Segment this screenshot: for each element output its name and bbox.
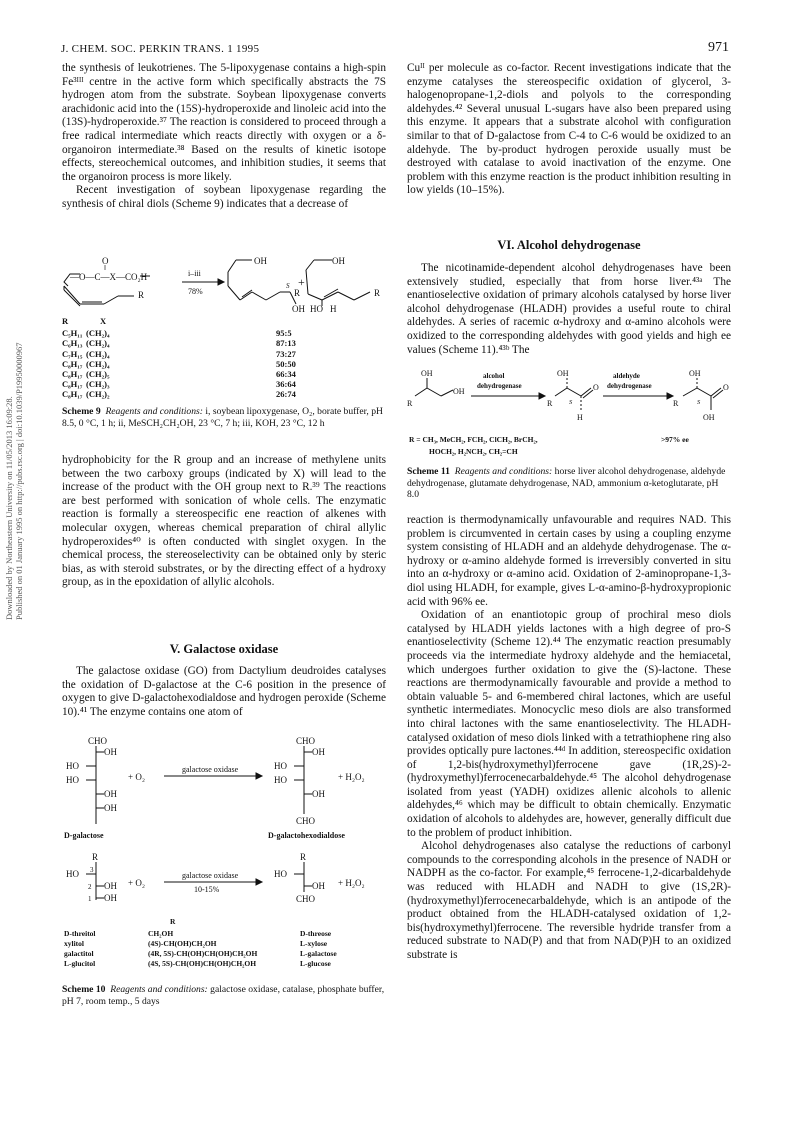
svg-text:CHO: CHO xyxy=(296,816,316,826)
svg-text:CHO: CHO xyxy=(88,736,108,746)
svg-text:S: S xyxy=(697,399,701,406)
caption-label: Scheme 11 xyxy=(407,466,450,477)
right-column-top xyxy=(407,62,731,198)
svg-text:dehydrogenase: dehydrogenase xyxy=(477,382,522,390)
table-row: C₈H₁₇ (CH₂)₃ 36:64 xyxy=(62,379,296,390)
page-number: 971 xyxy=(708,40,729,55)
svg-text:D-threitol: D-threitol xyxy=(64,929,96,938)
caption-text: horse liver alcohol dehydrogenase, aldehyde dehydrogenase, glutamate dehydrogenase, NAD, ammonium α-ketoglutarate, pH 8.0 xyxy=(407,466,726,500)
svg-text:+ H₂O₂: + H₂O₂ xyxy=(338,878,365,888)
svg-text:R: R xyxy=(138,290,145,300)
svg-text:OH: OH xyxy=(312,789,325,799)
svg-text:R: R xyxy=(673,399,679,408)
scheme10-reagent-2: galactose oxidase xyxy=(182,871,239,880)
svg-text:OH: OH xyxy=(312,881,325,891)
paragraph: Cuᴵᴵ per molecule as co-factor. Recent investigations indicate that the enzyme catalyses the stereospecific oxidation of glycerol, 3-halogenopropane-1,2-diols and polyols to the corresponding aldehydes.⁴² Several unusual L-sugars have also been prepared using this enzyme. It appears that a substrate alcohol with configuration similar to that of D-galactose from C-4 to C-6 would be oxidized to an aldehyde. The by-product hydrogen peroxide usually must be destroyed with catalase to avoid inactivation of the enzyme. One problem with this enzyme reaction is the product inhibition resulting in low yields (10–15%). xyxy=(407,62,731,197)
left-column-galactose xyxy=(62,665,386,719)
svg-text:‖: ‖ xyxy=(104,264,106,272)
paragraph: the synthesis of leukotrienes. The 5-lipoxygenase contains a high-spin Fe³ᴵᴵᴵ centre in the active form which specifically abstracts the 7S hydrogen atom from the substrate. Soybean lipoxygenase converts arachidonic acid into the (15S)-hydroperoxide and linoleic acid into the (13S)-hydroperoxide.³⁷ The reaction is considered to proceed through a free radical intermediate which reacts directly with oxygen or a δ-organoiron intermediate.³⁸ Based on the results of kinetic isotope effects, stereochemical outcomes, and inhibition studies, it seems that the organoiron process is more likely. xyxy=(62,62,386,183)
svg-text:HO: HO xyxy=(274,761,287,771)
svg-text:OH: OH xyxy=(703,413,715,422)
svg-text:HO: HO xyxy=(274,775,287,785)
svg-text:L-xylose: L-xylose xyxy=(300,939,328,948)
svg-text:R: R xyxy=(300,852,307,862)
svg-text:HO: HO xyxy=(66,761,79,771)
scheme10-diagram xyxy=(62,732,386,976)
scheme10-reagent: galactose oxidase xyxy=(182,765,239,774)
scheme9-table xyxy=(62,316,296,400)
scheme10-product-name: D-galactohexodialdose xyxy=(268,831,345,840)
scheme11-diagram xyxy=(407,366,731,456)
left-column-top xyxy=(62,62,386,212)
svg-text:O: O xyxy=(102,256,109,266)
running-head: J. CHEM. SOC. PERKIN TRANS. 1 1995 xyxy=(61,43,260,55)
svg-text:OH: OH xyxy=(312,747,325,757)
scheme11-caption xyxy=(407,466,731,501)
svg-text:H: H xyxy=(577,413,583,422)
svg-text:H: H xyxy=(330,304,337,312)
svg-text:HO: HO xyxy=(66,869,79,879)
svg-text:OH: OH xyxy=(292,304,305,312)
svg-text:OH: OH xyxy=(453,387,465,396)
scheme10-caption xyxy=(62,984,386,1007)
caption-italic: Reagents and conditions: xyxy=(110,984,208,995)
scheme9-diagram xyxy=(60,256,390,312)
svg-text:+: + xyxy=(298,275,305,289)
svg-text:OH: OH xyxy=(104,747,117,757)
svg-text:CHO: CHO xyxy=(296,736,316,746)
svg-text:OH: OH xyxy=(557,369,569,378)
svg-text:(4R, 5S)-CH(OH)CH(OH)CH₂OH: (4R, 5S)-CH(OH)CH(OH)CH₂OH xyxy=(148,949,258,958)
svg-text:D-threose: D-threose xyxy=(300,929,332,938)
svg-text:S: S xyxy=(286,282,290,290)
paragraph: Oxidation of an enantiotopic group of prochiral meso diols catalysed by HLADH yields lactones with a high degree of pro-S enantioselectivity (Scheme 12).⁴⁴ The enzymatic reaction presumably proceeds via the intermediate hydroxy aldehyde and the hemiacetal, which undergoes further oxidation to give the (S)-lactone. These reactions are thermodynamically favourable and provide a method to obtain valuable 5- and 6-membered chiral lactones, which are useful synthetic intermediates. Monocyclic meso diols are also transformed into chiral lactones with the same enantioselectivity. The HLADH-catalysed oxidation of meso diols linked with a tetrathiophene ring also provides optically pure lactones.⁴⁴ᵈ In addition, stereospecific oxidation of 1,2-bis(hydroxymethyl)ferrocene gave (1R,2S)-2-(hydroxymethyl)ferrocenecarbaldehyde.⁴⁵ The alcohol dehydrogenase isolated from yeast (YADH) oxidizes allenic alcohols to allenic aldehydes,⁴⁶ which may be difficult to obtain chemically. Enzymatic oxidation of alcohols to aldehydes are, however, generally difficult due to the problem of product inhibition. xyxy=(407,609,731,839)
svg-text:HO: HO xyxy=(66,775,79,785)
svg-text:(4S, 5S)-CH(OH)CH(OH)CH₂OH: (4S, 5S)-CH(OH)CH(OH)CH₂OH xyxy=(148,959,257,968)
svg-text:L-galactose: L-galactose xyxy=(300,949,337,958)
svg-text:—O—C—X—CO₂H: —O—C—X—CO₂H xyxy=(70,272,148,282)
svg-text:R: R xyxy=(92,852,99,862)
svg-text:CH₂OH: CH₂OH xyxy=(148,929,174,938)
table-row: C₅H₁₁ (CH₂)₄ 95:5 xyxy=(62,328,292,339)
svg-text:OH: OH xyxy=(421,369,433,378)
svg-text:S: S xyxy=(569,399,573,406)
svg-text:O: O xyxy=(593,383,599,392)
caption-label: Scheme 9 xyxy=(62,406,101,417)
paragraph: The nicotinamide-dependent alcohol dehydrogenases have been extensively studied, especially that from horse liver.⁴³ᵃ The enantioselective oxidation of primary alcohols catalysed by horse liver alcohol dehydrogenase (HLADH) provides a useful route to chiral aldehydes. A series of racemic α-hydroxy and α-amino alcohols were oxidized to the corresponding aldehydes with good yields and high ee values (Scheme 11).⁴³ᵇ The xyxy=(407,262,731,356)
scheme9-yield: 78% xyxy=(188,287,203,296)
scheme11-enzyme2: aldehyde xyxy=(613,372,640,380)
svg-text:(4S)-CH(OH)CH₂OH: (4S)-CH(OH)CH₂OH xyxy=(148,939,217,948)
caption-text: i, soybean lipoxygenase, O₂, borate buffer, pH 8.5, 0 °C, 1 h; ii, MeSCH₂CH₂OH, 23 °C, 7 h; iii, KOH, 23 °C, 12 h xyxy=(62,406,383,429)
caption-label: Scheme 10 xyxy=(62,984,106,995)
svg-text:HOCH₂, H₂NCH₂, CH₂=CH: HOCH₂, H₂NCH₂, CH₂=CH xyxy=(429,447,518,456)
svg-text:dehydrogenase: dehydrogenase xyxy=(607,382,652,390)
svg-text:OH: OH xyxy=(104,881,117,891)
svg-text:R: R xyxy=(294,288,301,298)
scheme10-r-header: R xyxy=(170,917,176,926)
scheme9-reagent: i–iii xyxy=(188,269,201,278)
svg-text:HO: HO xyxy=(310,304,323,312)
watermark-published-line: Published on 01 January 1995 on http://pubs.rsc.org | doi:10.1039/P19950000967 xyxy=(14,342,24,620)
svg-text:R: R xyxy=(407,399,413,408)
section-heading-adh: VI. Alcohol dehydrogenase xyxy=(497,238,641,252)
scheme9-caption xyxy=(62,406,386,429)
svg-text:OH: OH xyxy=(332,256,345,266)
caption-italic: Reagents and conditions: xyxy=(105,406,203,417)
svg-text:R: R xyxy=(547,399,553,408)
svg-text:OH: OH xyxy=(104,789,117,799)
left-column-middle xyxy=(62,454,386,590)
scheme10-yield: 10-15% xyxy=(194,885,220,894)
svg-text:1: 1 xyxy=(88,895,92,903)
svg-text:OH: OH xyxy=(104,803,117,813)
caption-text: galactose oxidase, catalase, phosphate buffer, pH 7, room temp., 5 days xyxy=(62,984,385,1007)
right-column-bottom xyxy=(407,514,731,963)
svg-text:HO: HO xyxy=(274,869,287,879)
section-heading-galactose: V. Galactose oxidase xyxy=(169,642,279,656)
svg-text:OH: OH xyxy=(104,893,117,903)
svg-text:xylitol: xylitol xyxy=(64,939,84,948)
paragraph: Alcohol dehydrogenases also catalyse the reductions of carbonyl compounds to the corresponding alcohols in the presence of NADH or NADPH as the co-factor. For example,⁴⁵ ferrocene-1,2-dicarbaldehyde was reduced with HLADH and NADH to give (1S,2R)-(hydroxymethyl)ferrocenecarbaldehyde, which is an antipode of the product obtained from the HLADH-catalysed oxidation of 1,2-bis(hydroxymethyl)ferrocene. The reversible hydride transfer from a reduced substrate to NAD(P) and that from NAD(P)H to an oxidized substrate is xyxy=(407,840,731,961)
svg-text:OH: OH xyxy=(254,256,267,266)
table-row: C₇H₁₅ (CH₂)₄ 73:27 xyxy=(62,348,296,359)
scheme11-r-list: R = CH₃, MeCH₂, FCH₂, ClCH₂, BrCH₂, xyxy=(409,435,538,444)
table-header-x: X xyxy=(100,316,107,326)
scheme10-o2: + O₂ xyxy=(128,772,145,782)
scheme10-substrate-name: D-galactose xyxy=(64,831,104,840)
scheme11-ee: >97% ee xyxy=(661,435,689,444)
svg-text:O: O xyxy=(723,383,729,392)
svg-text:2: 2 xyxy=(88,883,92,891)
svg-text:L-glucitol: L-glucitol xyxy=(64,959,96,968)
svg-text:galactitol: galactitol xyxy=(64,949,94,958)
svg-text:L-glucose: L-glucose xyxy=(300,959,331,968)
caption-italic: Reagents and conditions: xyxy=(454,466,553,477)
svg-text:OH: OH xyxy=(689,369,701,378)
table-row: C₆H₁₃ (CH₂)₄ 87:13 xyxy=(62,338,296,349)
scheme11-enzyme1: alcohol xyxy=(483,372,505,380)
svg-text:R: R xyxy=(374,288,381,298)
table-row: C₈H₁₇ (CH₂)₄ 50:50 xyxy=(62,358,296,369)
table-header-r: R xyxy=(62,316,69,326)
paragraph: The galactose oxidase (GO) from Dactylium deudroides catalyses the oxidation of D-galactose at the C-6 position in the presence of oxygen to give D-galactohexodialdose and hydrogen peroxide (Scheme 10).⁴¹ The enzyme contains one atom of xyxy=(62,665,386,718)
paragraph: hydrophobicity for the R group and an increase of methylene units between the two carboxy groups (indicated by X) will lead to the increase of the product with the OH group next to R.³⁹ The reactions are best performed with sonication of whole cells. The enzymatic reaction is formally a stereospecific ene reaction of alkenes with molecular oxygen, whereas chemical preparation of chiral allylic hydroperoxides⁴⁰ is often conducted with singlet oxygen. In the chemical process, the stereoselectivity can be obtained only by steric bias, as with steroid substrates, or by the directing effect of a hydroxy group, as in the epoxidation of allylic alcohols. xyxy=(62,454,386,589)
download-watermark xyxy=(2,60,24,620)
paragraph: reaction is thermodynamically unfavourable and requires NAD. This problem is circumvented in certain cases by using a coupling enzyme system consisting of HLADH and an aldehyde dehydrogenase. The α-hydroxy or α-amino aldehyde formed is irreversibly converted in situ into an α-hydroxy or α-amino acid. Oxidation of 2-aminopropane-1,3-diol using HLADH, for example, gives L-α-amino-β-hydroxypropionic acid with 96% ee. xyxy=(407,514,731,608)
paragraph: Recent investigation of soybean lipoxygenase regarding the synthesis of chiral diols (Scheme 9) indicates that a decrease of xyxy=(62,184,386,210)
table-row: C₈H₁₇ (CH₂)₅ 66:34 xyxy=(62,369,296,380)
scheme10-h2o2: + H₂O₂ xyxy=(338,772,365,782)
svg-text:CHO: CHO xyxy=(296,894,316,904)
watermark-download-line: Downloaded by Northeastern University on 11/05/2013 16:09:28. xyxy=(4,396,14,620)
right-column-adh xyxy=(407,262,731,357)
svg-text:+ O₂: + O₂ xyxy=(128,878,145,888)
table-row: C₈H₁₇ (CH₂)₂ 26:74 xyxy=(62,389,296,400)
svg-text:3: 3 xyxy=(90,866,94,874)
